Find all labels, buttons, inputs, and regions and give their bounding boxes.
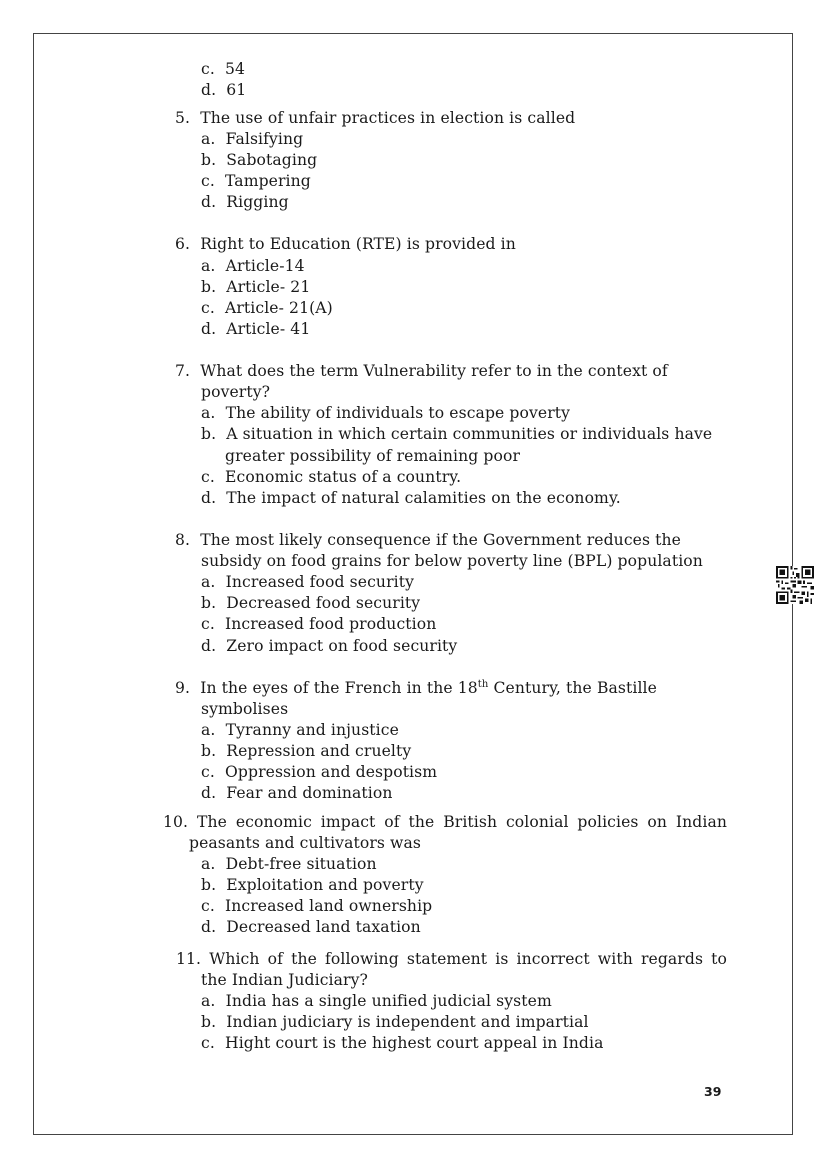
option: b. Exploitation and poverty — [201, 876, 424, 894]
option: d. Zero impact on food security — [201, 637, 458, 655]
option: a. Increased food security — [201, 573, 414, 591]
option-cont: greater possibility of remaining poor — [225, 447, 521, 465]
page-number: 39 — [704, 1084, 722, 1099]
option: a. The ability of individuals to escape poverty — [201, 404, 571, 422]
qr-code-icon — [776, 566, 814, 604]
question-8-cont: subsidy on food grains for below poverty line (BPL) population — [201, 552, 703, 570]
option: c. Hight court is the highest court appeal in India — [201, 1034, 604, 1052]
option: b. Sabotaging — [201, 151, 318, 169]
option: c. Increased food production — [201, 615, 437, 633]
option: d. Article- 41 — [201, 320, 311, 338]
question-9: 9. In the eyes of the French in the 18th Century, the Bastille — [175, 679, 657, 697]
option: b. Indian judiciary is independent and impartial — [201, 1013, 589, 1031]
option: b. Decreased food security — [201, 594, 421, 612]
option: c. Tampering — [201, 172, 311, 190]
option: d. Decreased land taxation — [201, 918, 421, 936]
question-9-cont: symbolises — [201, 700, 289, 718]
option: c. Increased land ownership — [201, 897, 433, 915]
question-11-cont: the Indian Judiciary? — [201, 971, 368, 989]
question-5: 5. The use of unfair practices in election is called — [175, 109, 576, 127]
option-d: d. 61 — [201, 81, 247, 99]
option: a. Article-14 — [201, 257, 305, 275]
option: a. Tyranny and injustice — [201, 721, 399, 739]
option: a. Falsifying — [201, 130, 304, 148]
option: c. Oppression and despotism — [201, 763, 438, 781]
option: b. A situation in which certain communities or individuals have — [201, 425, 713, 443]
question-11: 11. Which of the following statement is incorrect with regards to — [176, 950, 727, 968]
option: d. Rigging — [201, 193, 289, 211]
option: d. The impact of natural calamities on the economy. — [201, 489, 621, 507]
option: c. Article- 21(A) — [201, 299, 333, 317]
option: a. Debt-free situation — [201, 855, 377, 873]
question-6: 6. Right to Education (RTE) is provided in — [175, 235, 516, 253]
option: c. Economic status of a country. — [201, 468, 462, 486]
question-7-cont: poverty? — [201, 383, 271, 401]
question-10-cont: peasants and cultivators was — [189, 834, 421, 852]
option-c: c. 54 — [201, 60, 246, 78]
question-8: 8. The most likely consequence if the Government reduces the — [175, 531, 681, 549]
option: a. India has a single unified judicial system — [201, 992, 552, 1010]
option: b. Repression and cruelty — [201, 742, 412, 760]
option: b. Article- 21 — [201, 278, 311, 296]
option: d. Fear and domination — [201, 784, 393, 802]
question-10: 10. The economic impact of the British colonial policies on Indian — [163, 813, 727, 831]
question-7: 7. What does the term Vulnerability refer to in the context of — [175, 362, 668, 380]
